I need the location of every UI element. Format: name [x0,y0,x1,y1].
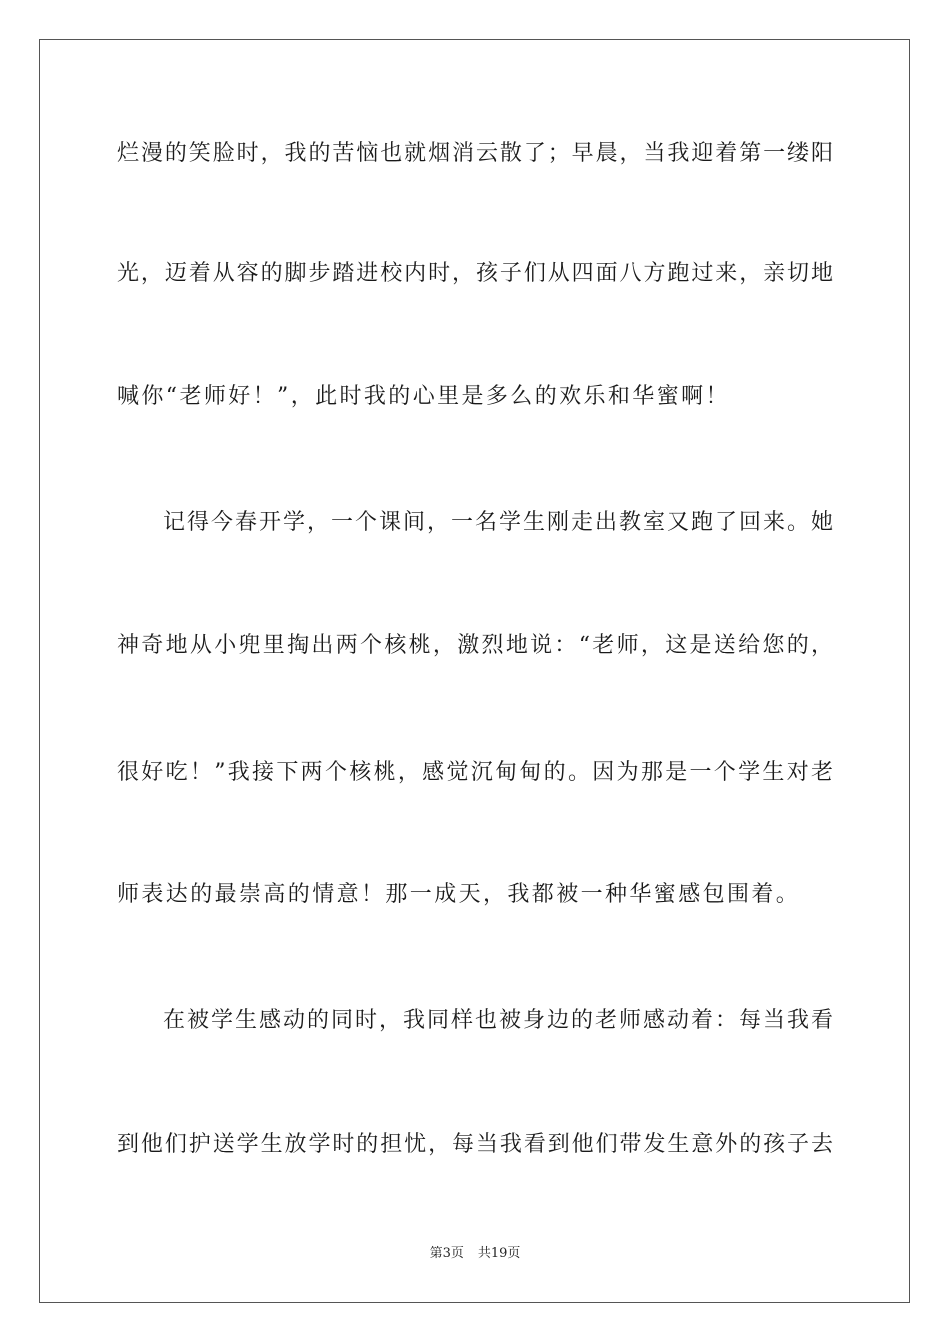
paragraph-line: 很好吃！”我接下两个核桃，感觉沉甸甸的。因为那是一个学生对老 [117,760,833,785]
page-footer [0,1246,950,1262]
paragraph-line: 到他们护送学生放学时的担忧，每当我看到他们带发生意外的孩子去 [117,1132,833,1157]
paragraph-line: 喊你“老师好！”，此时我的心里是多么的欢乐和华蜜啊！ [117,384,730,409]
paragraph-line: 师表达的最崇高的情意！那一成天，我都被一种华蜜感包围着。 [117,882,801,907]
page-border [39,39,910,1303]
paragraph-line: 在被学生感动的同时，我同样也被身边的老师感动着：每当我看 [163,1008,833,1033]
total-pages: 共19页 [477,1246,521,1261]
paragraph-line: 烂漫的笑脸时，我的苦恼也就烟消云散了；早晨，当我迎着第一缕阳 [117,141,833,166]
paragraph-line: 记得今春开学，一个课间，一名学生刚走出教室又跑了回来。她 [163,510,833,535]
paragraph-line: 神奇地从小兜里掏出两个核桃，激烈地说：“老师，这是送给您的， [117,633,833,658]
paragraph-line: 光，迈着从容的脚步踏进校内时，孩子们从四面八方跑过来，亲切地 [117,261,833,286]
page-number: 第3页 [429,1246,464,1261]
